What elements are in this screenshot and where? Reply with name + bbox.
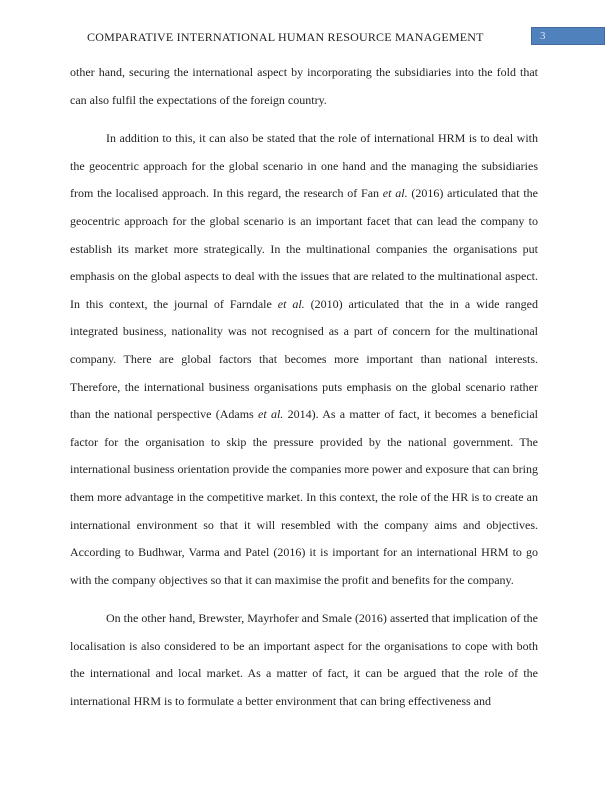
text-run: 2014). As a matter of fact, it becomes a beneficial factor for the organisation to skip the pressure provided by the national government. The international business orientation provide the companies more power and exposure that can bring them more advantage in the competitive market. In this context, the role of the HR is to create an international environment so that it will resembled with the company aims and objectives. According to Budhwar, Varma and Patel (2016) it is important for an international HRM to go with the company objectives so that it can maximise the profit and benefits for the company.	[70, 407, 539, 587]
document-body	[70, 59, 538, 727]
italic-text-run: et al.	[258, 407, 284, 422]
paragraph	[70, 605, 538, 715]
text-run: In addition to this, it can also be stated that the role of international HRM is to deal with the geocentric approach for the global scenario in one hand and the managing the subsidiaries from the localised approach. In this regard, the research of Fan	[70, 131, 538, 201]
paragraph	[70, 125, 538, 594]
page-number-box	[531, 27, 605, 45]
italic-text-run: et al.	[382, 186, 408, 201]
italic-text-run: et al.	[277, 296, 305, 311]
text-run: other hand, securing the international aspect by incorporating the subsidiaries into the fold that can also fulfil the expectations of the foreign country.	[70, 65, 538, 107]
text-run: (2016) articulated that the geocentric approach for the global scenario is an important facet that can lead the company to establish its market more strategically. In the multinational companies the organisations put emphasis on the global aspects to deal with the issues that are related to the multinational aspect. In this context, the journal of Farndale	[70, 186, 538, 311]
page-number: 3	[540, 30, 546, 42]
paragraph	[70, 59, 538, 114]
running-header-title: COMPARATIVE INTERNATIONAL HUMAN RESOURCE MANAGEMENT	[87, 30, 484, 44]
text-run: On the other hand, Brewster, Mayrhofer and Smale (2016) asserted that implication of the localisation is also considered to be an important aspect for the organisations to cope with both the international and local market. As a matter of fact, it can be argued that the role of the international HRM is to formulate a better environment that can bring effectiveness and	[70, 611, 538, 709]
text-run: (2010) articulated that the in a wide ranged integrated business, nationality was not recognised as a part of concern for the multinational company. There are global factors that becomes more important than national interests. Therefore, the international business organisations puts emphasis on the global scenario rather than the national perspective (Adams	[70, 296, 538, 422]
